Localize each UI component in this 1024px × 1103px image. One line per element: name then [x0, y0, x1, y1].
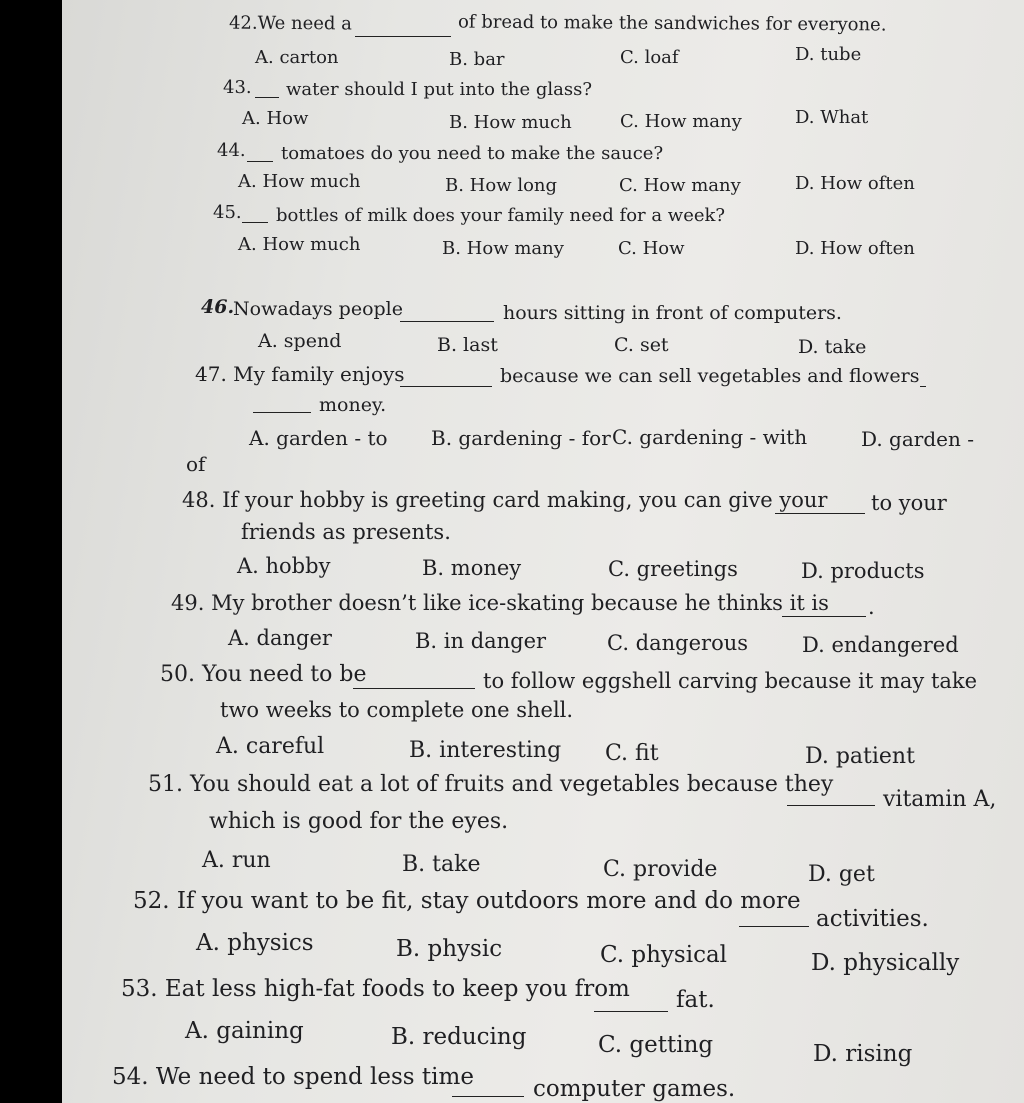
q52-option-d: D. physically: [811, 950, 960, 976]
q50-stem-end: to follow eggshell carving because it may take: [483, 669, 978, 693]
q51-stem-end: vitamin A,: [883, 787, 997, 812]
q50-blank: [353, 688, 475, 689]
q54-blank: [452, 1096, 524, 1097]
q51-stem-line2: which is good for the eyes.: [209, 809, 509, 834]
q47-option-a: A. garden - to: [249, 426, 388, 450]
q51-option-b: B. take: [402, 852, 481, 877]
q45-number: 45.: [213, 202, 242, 223]
q50-stem-line2: two weeks to complete one shell.: [220, 698, 574, 722]
q45-blank: [242, 222, 268, 223]
q49-period: .: [868, 595, 875, 619]
q49-option-d: D. endangered: [802, 633, 959, 657]
q44-blank: [247, 161, 273, 162]
q53-option-d: D. rising: [813, 1041, 913, 1067]
q46-stem-end: hours sitting in front of computers.: [503, 302, 842, 324]
q42-stem-end: of bread to make the sandwiches for everyone.: [457, 11, 887, 36]
q45-option-b: B. How many: [442, 238, 564, 259]
q52-stem: 52. If you want to be fit, stay outdoors more and do more: [133, 888, 801, 914]
q52-option-a: A. physics: [196, 930, 314, 956]
q43-blank: [255, 97, 279, 98]
q47-option-d: D. garden -: [861, 427, 974, 451]
q50-option-c: C. fit: [605, 741, 659, 766]
q50-option-d: D. patient: [805, 744, 915, 769]
q51-option-d: D. get: [808, 862, 875, 887]
q47-option-c: C. gardening - with: [612, 425, 808, 449]
q42-blank: [355, 36, 451, 37]
q54-stem: 54. We need to spend less time: [112, 1064, 474, 1090]
q49-stem: 49. My brother doesn’t like ice-skating because he thinks it is: [171, 591, 829, 615]
q48-stem: 48. If your hobby is greeting card making, you can give your: [182, 488, 828, 512]
q48-blank: [775, 513, 865, 514]
q44-option-b: B. How long: [445, 175, 558, 196]
q45-option-d: D. How often: [795, 238, 915, 259]
q43-option-d: D. What: [795, 107, 869, 128]
q47-blank-2: [920, 386, 926, 387]
q52-option-b: B. physic: [396, 936, 503, 962]
q53-blank: [594, 1011, 668, 1012]
q49-option-a: A. danger: [228, 626, 332, 650]
q53-option-b: B. reducing: [391, 1024, 527, 1050]
q46-option-a: A. spend: [258, 330, 342, 352]
q44-option-a: A. How much: [238, 171, 361, 192]
q52-blank: [739, 926, 809, 927]
q51-blank: [787, 805, 875, 806]
q50-option-a: A. careful: [216, 734, 325, 759]
q46-option-b: B. last: [437, 334, 498, 356]
q44-stem: tomatoes do you need to make the sauce?: [281, 143, 664, 164]
q48-option-d: D. products: [801, 559, 925, 583]
q42-option-b: B. bar: [449, 49, 505, 70]
q43-option-b: B. How much: [449, 112, 572, 133]
q42-option-a: A. carton: [255, 47, 339, 68]
q46-blank: [400, 321, 494, 322]
worksheet-page: [62, 0, 1024, 1103]
q47-option-d-wrap: of: [186, 452, 206, 476]
q48-stem-line2: friends as presents.: [241, 520, 451, 544]
q51-option-c: C. provide: [603, 857, 718, 882]
q53-option-c: C. getting: [598, 1032, 714, 1058]
q53-option-a: A. gaining: [185, 1018, 304, 1044]
q49-option-b: B. in danger: [415, 629, 547, 653]
q42-stem: 42.We need a: [228, 12, 352, 35]
q48-option-c: C. greetings: [608, 557, 738, 581]
q45-option-c: C. How: [618, 238, 685, 259]
q53-stem-end: fat.: [676, 987, 715, 1013]
q44-option-d: D. How often: [795, 173, 915, 194]
q45-option-a: A. How much: [238, 234, 361, 255]
q47-stem-end: because we can sell vegetables and flowers: [500, 365, 920, 387]
q46-option-c: C. set: [614, 334, 669, 356]
q42-option-c: C. loaf: [620, 47, 679, 68]
q53-stem: 53. Eat less high-fat foods to keep you from: [121, 976, 630, 1002]
q48-option-b: B. money: [422, 556, 522, 580]
q44-number: 44.: [217, 140, 246, 161]
q52-option-c: C. physical: [600, 942, 728, 968]
q47-blank-3: [253, 412, 311, 413]
q50-stem: 50. You need to be: [160, 662, 367, 687]
q51-option-a: A. run: [202, 848, 271, 873]
q47-blank-1: [400, 386, 492, 387]
q54-stem-end: computer games.: [533, 1076, 736, 1102]
q45-stem: bottles of milk does your family need for a week?: [276, 205, 726, 226]
q52-stem-end: activities.: [816, 906, 929, 932]
q48-option-a: A. hobby: [237, 554, 331, 578]
q43-option-c: C. How many: [620, 111, 742, 132]
q47-option-b: B. gardening - for: [431, 426, 611, 450]
q50-option-b: B. interesting: [409, 738, 562, 763]
q47-stem: 47. My family enjoys: [195, 362, 405, 386]
q46-stem: Nowadays people: [233, 298, 403, 320]
q48-stem-end: to your: [871, 491, 947, 515]
q47-stem-line2: money.: [319, 394, 387, 416]
q43-stem: water should I put into the glass?: [286, 79, 592, 100]
q43-option-a: A. How: [242, 108, 309, 129]
q51-stem: 51. You should eat a lot of fruits and vegetables because they: [148, 772, 834, 797]
q49-blank: [782, 616, 866, 617]
q49-option-c: C. dangerous: [607, 631, 749, 655]
q44-option-c: C. How many: [619, 175, 741, 196]
q42-option-d: D. tube: [795, 44, 862, 65]
q46-number: 46.: [201, 296, 235, 318]
q46-option-d: D. take: [798, 336, 867, 358]
q43-number: 43.: [223, 77, 252, 98]
